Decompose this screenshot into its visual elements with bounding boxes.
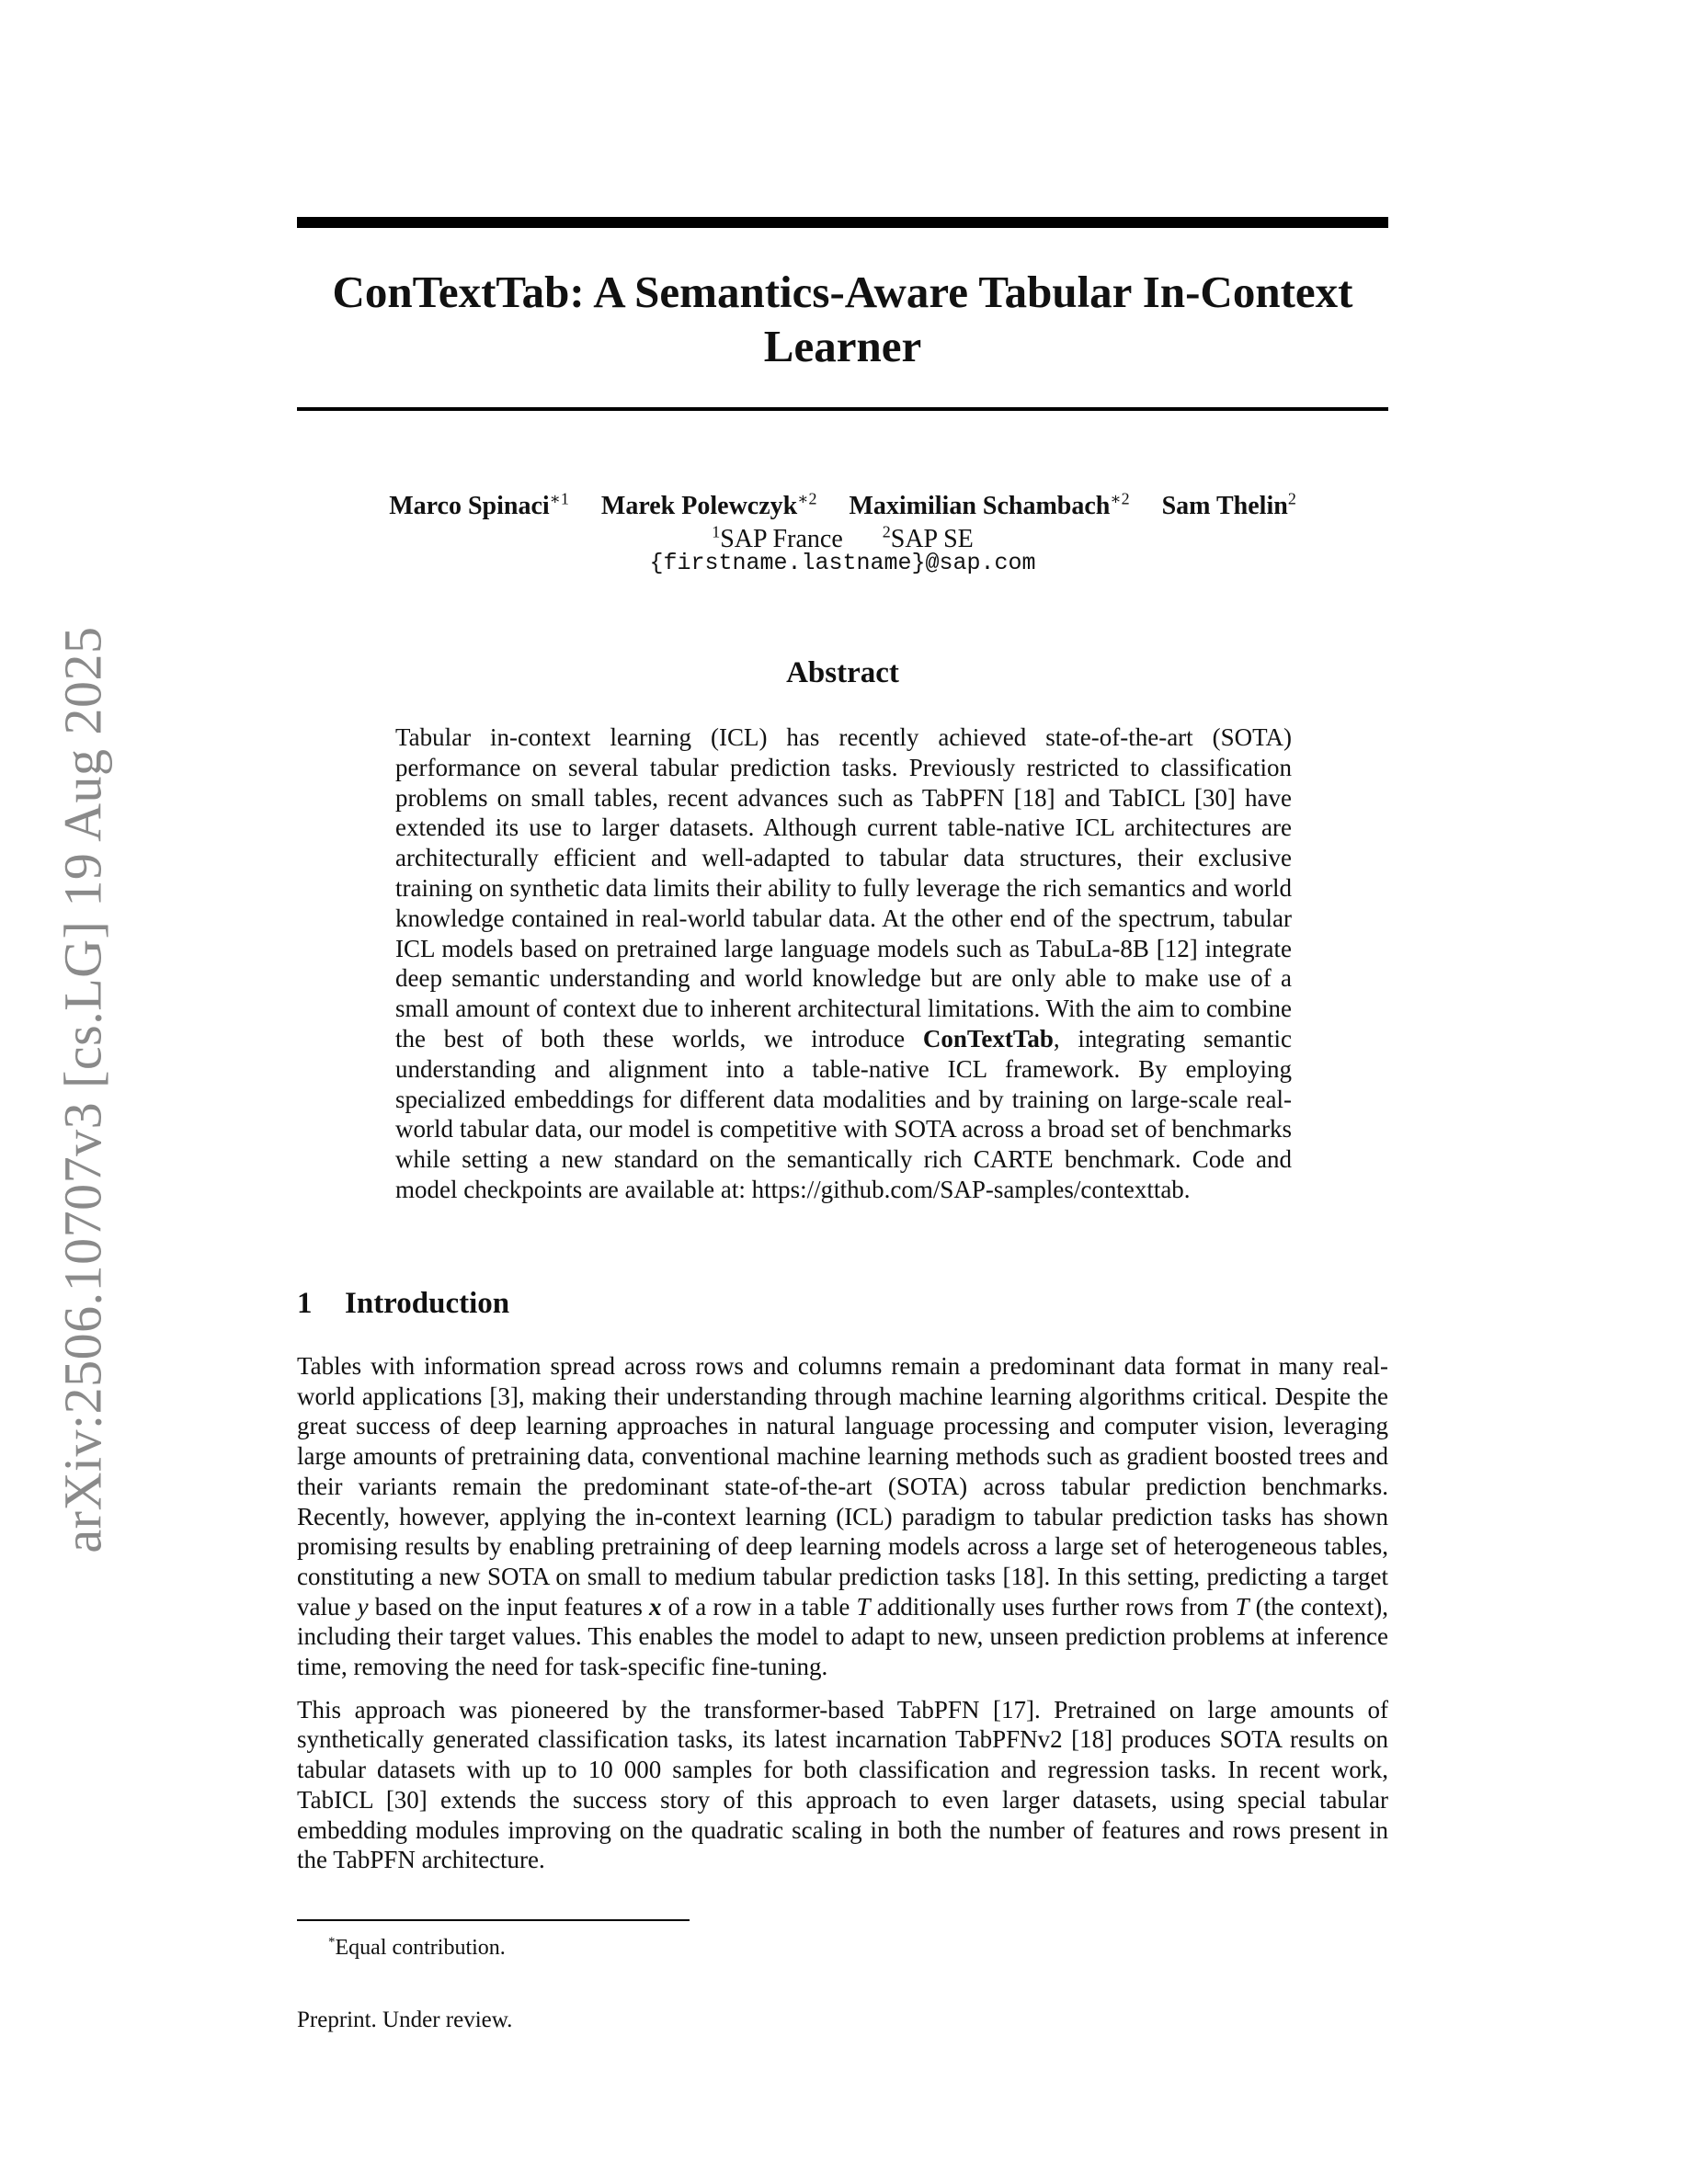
affiliation-mark: 2 (882, 523, 891, 541)
author-mark: 2 (1287, 490, 1296, 508)
title-top-rule (297, 217, 1388, 228)
author-email: {firstname.lastname}@sap.com (649, 550, 1036, 576)
abstract-text: Tabular in-context learning (ICL) has recently achieved state-of-the-art (SOTA) performance on several tabular prediction tasks. Previously restricted to classification problems on small tables, recent advances such as TabPFN [18] and TabICL [30] have extended its use to larger datasets. Although current table-native ICL architectures are architecturally efficient and well-adapted to tabular data structures, their exclusive training on synthetic data limits their ability to fully leverage the rich semantics and world knowledge contained in real-world tabular data. At the other end of the spectrum, tabular ICL models based on pretrained large language models such as TabuLa-8B [12] integrate deep semantic understanding and world knowledge but are only able to make use of a small amount of context due to inherent architectural limitations. With the aim to combine the best of both these worlds, we introduce (395, 723, 1292, 1052)
author-name: Marco Spinaci (389, 492, 550, 521)
author-name: Maximilian Schambach (849, 492, 1111, 521)
author-name: Marek Polewczyk (600, 492, 798, 521)
paragraph-text: of a row in a table (661, 1592, 857, 1621)
paragraph-text: This approach was pioneered by the transformer-based TabPFN [17]. Pretrained on large amounts of synthetically generated classification tasks, its latest incarnation TabPFNv2 [18] produces SOTA results on tabular datasets with up to (297, 1695, 1388, 1784)
number-value: 10 000 (587, 1756, 662, 1784)
paragraph-text: additionally uses further rows from (870, 1592, 1236, 1621)
preprint-notice: Preprint. Under review. (297, 2008, 513, 2032)
section-number: 1 (297, 1287, 313, 1320)
paragraph-text: based on the input features (368, 1592, 649, 1621)
paragraph-text: samples for both classification and regression tasks. In recent work, TabICL [30] extends the success story of this approach to even larger datasets, using special tabular embedding modules improving on the quadratic scaling in both the number of features and rows present in the TabPFN architecture. (297, 1756, 1389, 1874)
affiliation-name: SAP France (720, 525, 843, 554)
footnote (328, 1928, 1156, 1962)
footnote-mark: * (328, 1935, 336, 1950)
math-variable: T (1235, 1592, 1249, 1621)
author-mark: ∗2 (1110, 490, 1130, 508)
footnote-text: Equal contribution. (335, 1936, 506, 1960)
section-heading (297, 1285, 1124, 1322)
introduction-body (297, 1351, 1388, 1888)
title-bottom-rule (297, 407, 1388, 411)
abstract-heading: Abstract (786, 656, 899, 689)
author-mark: ∗2 (797, 490, 817, 508)
section-title: Introduction (345, 1287, 510, 1320)
author-name: Sam Thelin (1161, 492, 1288, 521)
paragraph (297, 1351, 1388, 1682)
math-variable: T (856, 1592, 871, 1621)
paragraph (297, 1695, 1388, 1875)
affiliation-mark: 1 (712, 523, 721, 541)
paragraph-text: (the context), including their target values. This enables the model to adapt to new, unseen prediction problems at inference time, removing the need for task-specific fine-tuning. (297, 1592, 1388, 1681)
math-variable: y (357, 1592, 369, 1621)
paragraph-text: Tables with information spread across rows and columns remain a predominant data format in many real-world applications [3], making their understanding through machine learning algorithms critical. Despite the great success of deep learning approaches in natural language processing and computer vision, leveraging large amounts of pretraining data, conventional machine learning methods such as gradient boosted trees and their variants remain the predominant state-of-the-art (SOTA) across tabular prediction benchmarks. Recently, however, applying the in-context learning (ICL) paradigm to tabular prediction tasks has shown promising results by enabling pretraining of deep learning models across a large set of heterogeneous tables, constituting a new SOTA on small to medium tabular prediction tasks [18]. In this setting, predicting a target value (297, 1352, 1388, 1621)
footnote-rule (297, 1919, 690, 1921)
arxiv-identifier: arXiv:2506.10707v3 [cs.LG] 19 Aug 2025 (52, 625, 113, 1553)
affiliation-name: SAP SE (890, 525, 974, 554)
author-mark: ∗1 (549, 490, 569, 508)
math-variable: x (649, 1592, 662, 1621)
paper-title: ConTextTab: A Semantics-Aware Tabular In-Context Learner (332, 267, 1353, 371)
abstract-body (395, 722, 1292, 1205)
abstract-text: , integrating semantic understanding and alignment into a table-native ICL framework. By employing specialized embeddings for different data modalities and by training on large-scale real-world tabular data, our model is competitive with SOTA across a broad set of benchmarks while setting a new standard on the semantically rich CARTE benchmark. Code and model checkpoints are available at: https://github.com/SAP-samples/contexttab. (395, 1024, 1293, 1203)
arxiv-sidebar (46, 597, 120, 1581)
model-name: ConTextTab (922, 1024, 1054, 1052)
